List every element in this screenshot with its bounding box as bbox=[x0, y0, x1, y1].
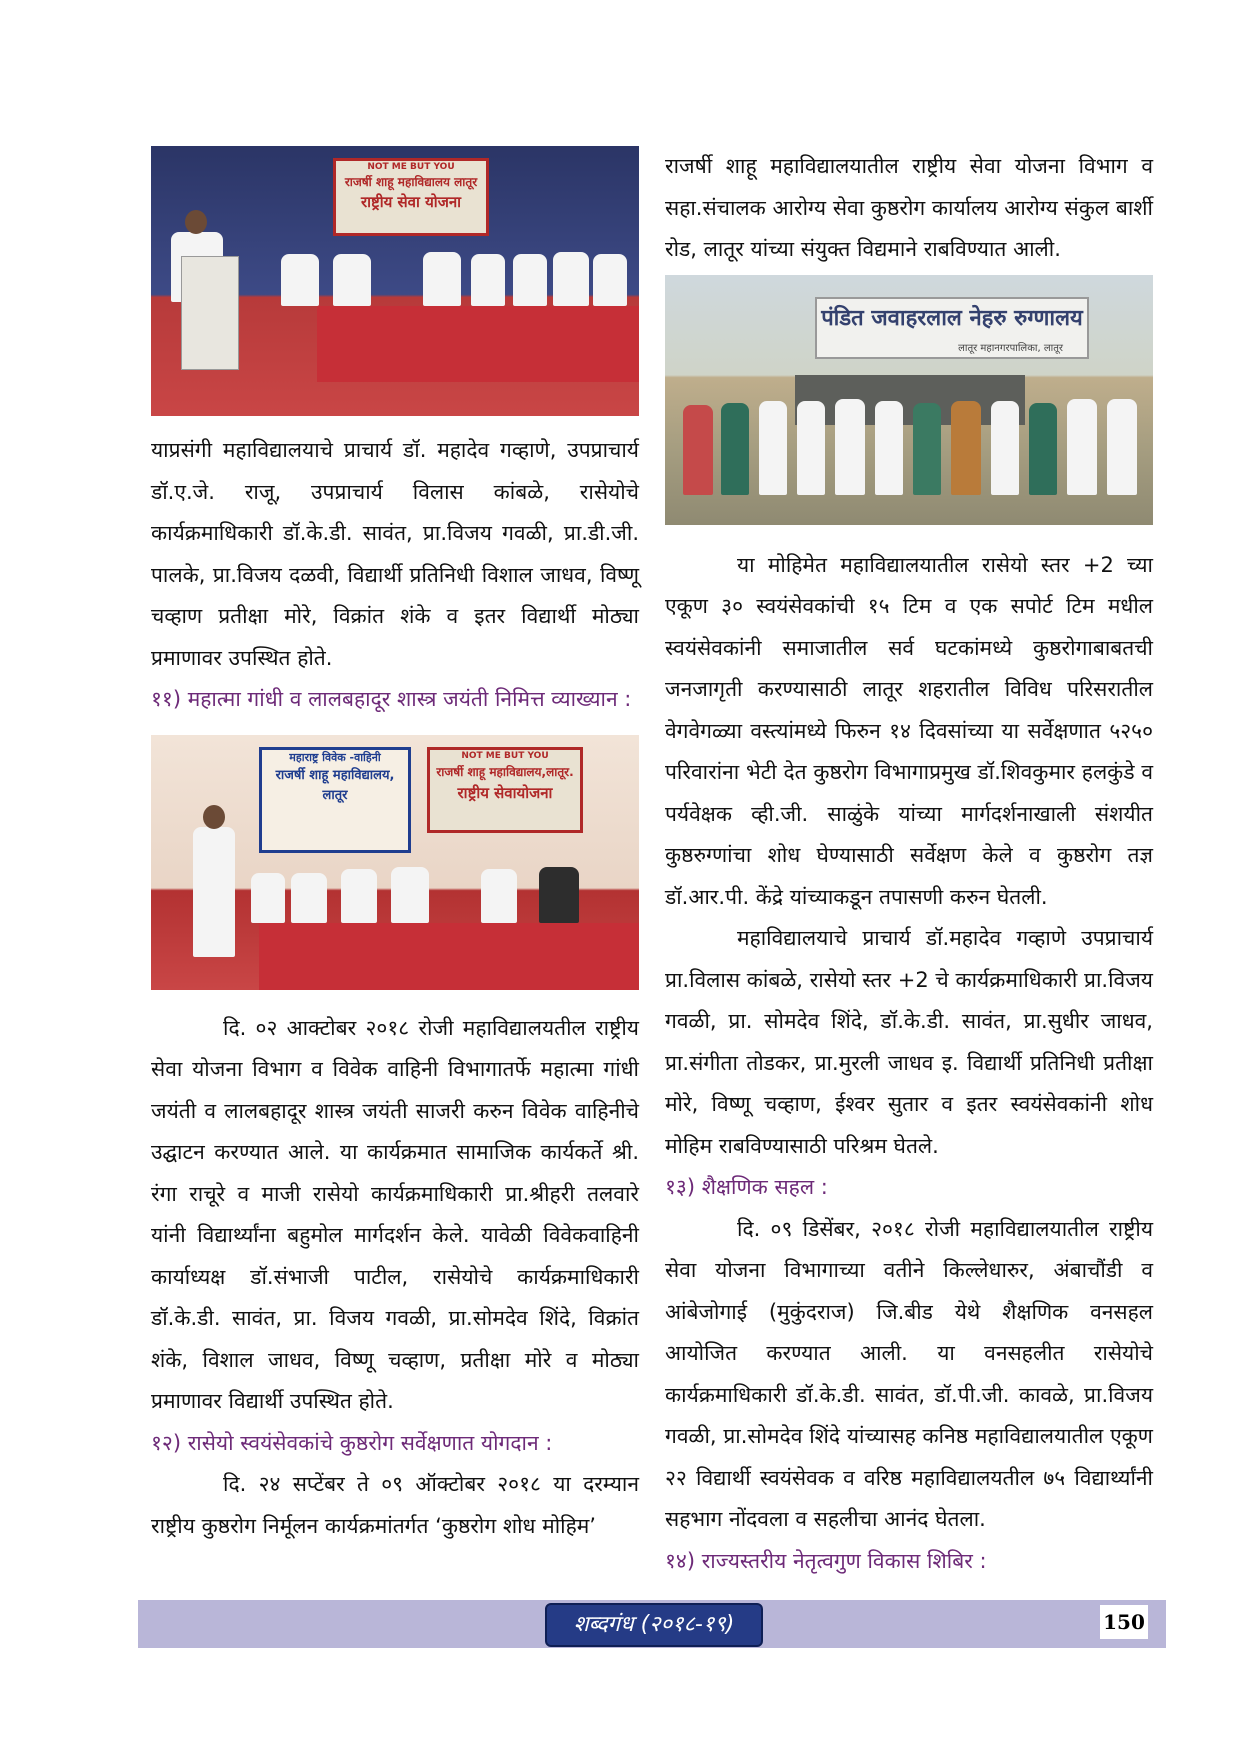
paragraph-leprosy-intro: दि. २४ सप्टेंबर ते ०९ ऑक्टोबर २०१८ या दरम्यान राष्ट्रीय कुष्ठरोग निर्मूलन कार्यक्रमांतर्गत ‘कुष्ठरोग शोध मोहिम’ bbox=[151, 1472, 639, 1538]
heading-12: १२) रासेयो स्वयंसेवकांचे कुष्ठरोग सर्वेक्षणात योगदान : bbox=[151, 1430, 553, 1455]
banner-college: राजर्षी शाहू महाविद्यालय लातूर bbox=[344, 175, 478, 189]
paragraph-leprosy-org: राजर्षी शाहू महाविद्यालयातील राष्ट्रीय सेवा योजना विभाग व सहा.संचालक आरोग्य सेवा कुष्ठरोग कार्यालय आरोग्य संकुल बार्शी रोड, लातूर यांच्या संयुक्त विद्यमाने राबविण्यात आली. bbox=[665, 154, 1153, 261]
group-member-12 bbox=[1107, 399, 1137, 495]
guest-4 bbox=[471, 254, 505, 306]
heading-11: ११) महात्मा गांधी व लालबहादूर शास्त्र जयंती निमित्त व्याख्यान : bbox=[151, 687, 632, 711]
hospital-sign bbox=[815, 297, 1089, 359]
guest-6 bbox=[553, 252, 589, 306]
banner-nss: राष्ट्रीय सेवा योजना bbox=[360, 193, 462, 211]
group-member-5 bbox=[835, 399, 865, 495]
group-photo-hospital bbox=[665, 275, 1153, 525]
heading-13: १३) शैक्षणिक सहल : bbox=[665, 1175, 828, 1199]
paragraph-attendees: याप्रसंगी महाविद्यालयाचे प्राचार्य डॉ. महादेव गव्हाणे, उपप्राचार्य डॉ.ए.जे. राजू, उपप्राचार्य विलास कांबळे, रासेयोचे कार्यक्रमाधिकारी डॉ.के.डी. सावंत, प्रा.विजय गवळी, प्रा.डी.जी. पालके, प्रा.विजय दळवी, विद्यार्थी प्रतिनिधी विशाल जाधव, विष्णू चव्हाण प्रतीक्षा मोरे, विक्रांत शंके व इतर विद्यार्थी मोठ्या प्रमाणावर उपस्थित होते. bbox=[151, 438, 639, 670]
banner-tagline: NOT ME BUT YOU bbox=[367, 162, 455, 172]
paragraph-gandhi-jayanti: दि. ०२ आक्टोबर २०१८ रोजी महाविद्यालयतील राष्ट्रीय सेवा योजना विभाग व विवेक वाहिनी विभागातर्फे महात्मा गांधी जयंती व लालबहादूर शास्त्र जयंती साजरी करुन विवेक वाहिनीचे उद्घाटन करण्यात आले. या कार्यक्रमात सामाजिक कार्यकर्ते श्री. रंगा राचूरे व माजी रासेयो कार्यक्रमाधिकारी प्रा.श्रीहरी तलवारे यांनी विद्यार्थ्यांना बहुमोल मार्गदर्शन केले. यावेळी विवेकवाहिनी कार्याध्यक्ष डॉ.संभाजी पाटील, रासेयोचे कार्यक्रमाधिकारी डॉ.के.डी. सावंत, प्रा. विजय गवळी, प्रा.सोमदेव शिंदे, विक्रांत शंके, विशाल जाधव, विष्णू चव्हाण, प्रतीक्षा मोरे व मोठ्या प्रमाणावर विद्यार्थी उपस्थित होते. bbox=[151, 1015, 639, 1413]
guest-a bbox=[251, 873, 285, 923]
guest-2 bbox=[333, 254, 371, 306]
event-photo-stage bbox=[151, 146, 639, 416]
vivek-vahini-banner bbox=[259, 747, 411, 853]
group-member-2 bbox=[721, 403, 749, 495]
guest-7 bbox=[593, 254, 627, 306]
banner-vivek-college: राजर्षी शाहू महाविद्यालय, लातूर bbox=[275, 767, 395, 803]
group-member-1 bbox=[683, 405, 713, 495]
guest-f bbox=[539, 867, 579, 923]
heading-14: १४) राज्यस्तरीय नेतृत्वगुण विकास शिबिर : bbox=[665, 1548, 987, 1573]
banner-vivek: महाराष्ट्र विवेक -वाहिनी bbox=[289, 750, 381, 764]
guest-c bbox=[341, 869, 377, 923]
group-member-6 bbox=[875, 401, 903, 495]
group-member-8 bbox=[951, 401, 981, 495]
left-column bbox=[151, 146, 639, 1547]
stage-banner bbox=[333, 158, 489, 236]
podium bbox=[181, 256, 239, 370]
right-column bbox=[665, 146, 1153, 1582]
group-member-9 bbox=[991, 401, 1019, 495]
banner-nss-2: राष्ट्रीय सेवायोजना bbox=[457, 783, 553, 802]
group-member-11 bbox=[1067, 399, 1097, 495]
dais-table bbox=[317, 306, 639, 382]
guest-3 bbox=[423, 252, 461, 306]
dais-table-2 bbox=[259, 923, 639, 990]
nss-banner bbox=[427, 747, 583, 833]
group-member-4 bbox=[797, 401, 825, 495]
speaker-head bbox=[185, 210, 207, 234]
guest-e bbox=[481, 869, 517, 923]
footer-magazine-title: शब्दगंध (२०१८-१९) bbox=[545, 1603, 763, 1647]
group-member-3 bbox=[759, 401, 787, 495]
paragraph-excursion: दि. ०९ डिसेंबर, २०१८ रोजी महाविद्यालयातील राष्ट्रीय सेवा योजना विभागाच्या वतीने किल्लेधारुर, अंबाचौंडी व आंबेजोगाई (मुकुंदराज) जि.बीड येथे शैक्षणिक वनसहल आयोजित करण्यात आली. या वनसहलीत रासेयोचे कार्यक्रमाधिकारी डॉ.के.डी. सावंत, डॉ.पी.जी. कावळे, प्रा.विजय गवळी, प्रा.सोमदेव शिंदे यांच्यासह कनिष्ठ महाविद्यालयातील एकूण २२ विद्यार्थी स्वयंसेवक व वरिष्ठ महाविद्यालयतील ७५ विद्यार्थ्यांनी सहभाग नोंदवला व सहलीचा आनंद घेतला. bbox=[665, 1216, 1153, 1531]
guest-b bbox=[291, 873, 327, 923]
speaker-head-2 bbox=[203, 805, 225, 829]
guest-d bbox=[391, 867, 429, 923]
paragraph-leprosy-thanks: महाविद्यालयाचे प्राचार्य डॉ.महादेव गव्हाणे उपप्राचार्य प्रा.विलास कांबळे, रासेयो स्तर +2 चे कार्यक्रमाधिकारी प्रा.विजय गवळी, प्रा. सोमदेव शिंदे, डॉ.के.डी. सावंत, प्रा.सुधीर जाधव, प्रा.संगीता तोडकर, प्रा.मुरली जाधव इ. विद्यार्थी प्रतिनिधी प्रतीक्षा मोरे, विष्णू चव्हाण, ईश्वर सुतार व इतर स्वयंसेवकांनी शोध मोहिम राबविण्यासाठी परिश्रम घेतले. bbox=[665, 926, 1153, 1158]
guest-5 bbox=[513, 254, 547, 306]
speaker-figure-2 bbox=[193, 827, 235, 957]
group-member-10 bbox=[1029, 403, 1057, 495]
banner-tagline-2: NOT ME BUT YOU bbox=[461, 750, 549, 761]
hospital-sign-text: पंडित जवाहरलाल नेहरु रुग्णालय bbox=[821, 305, 1083, 331]
event-photo-lecture bbox=[151, 735, 639, 990]
hospital-sign-subtext: लातूर महानगरपालिका, लातूर bbox=[958, 342, 1063, 354]
paragraph-leprosy-campaign: या मोहिमेत महाविद्यालयातील रासेयो स्तर +2 च्या एकूण ३० स्वयंसेवकांची १५ टिम व एक सपोर्ट टिम मधील स्वयंसेवकांनी समाजातील सर्व घटकांमध्ये कुष्ठरोगाबाबतची जनजागृती करण्यासाठी लातूर शहरातील विविध परिसरातील वेगवेगळ्या वस्त्यांमध्ये फिरुन १४ दिवसांच्या या सर्वेक्षणात ५२५० परिवारांना भेटी देत कुष्ठरोग विभागाप्रमुख डॉ.शिवकुमार हलकुंडे व पर्यवेक्षक व्ही.जी. साळुंके यांच्या मार्गदर्शनाखाली संशयीत कुष्ठरुग्णांचा शोध घेण्यासाठी सर्वेक्षण केले व कुष्ठरोग तज्ञ डॉ.आर.पी. केंद्रे यांच्याकडून तपासणी करुन घेतली. bbox=[665, 552, 1153, 909]
guest-1 bbox=[281, 254, 319, 306]
page-number: 150 bbox=[1100, 1605, 1148, 1639]
banner-college-2: राजर्षी शाहू महाविद्यालय,लातूर. bbox=[436, 764, 574, 779]
group-member-7 bbox=[913, 403, 941, 495]
